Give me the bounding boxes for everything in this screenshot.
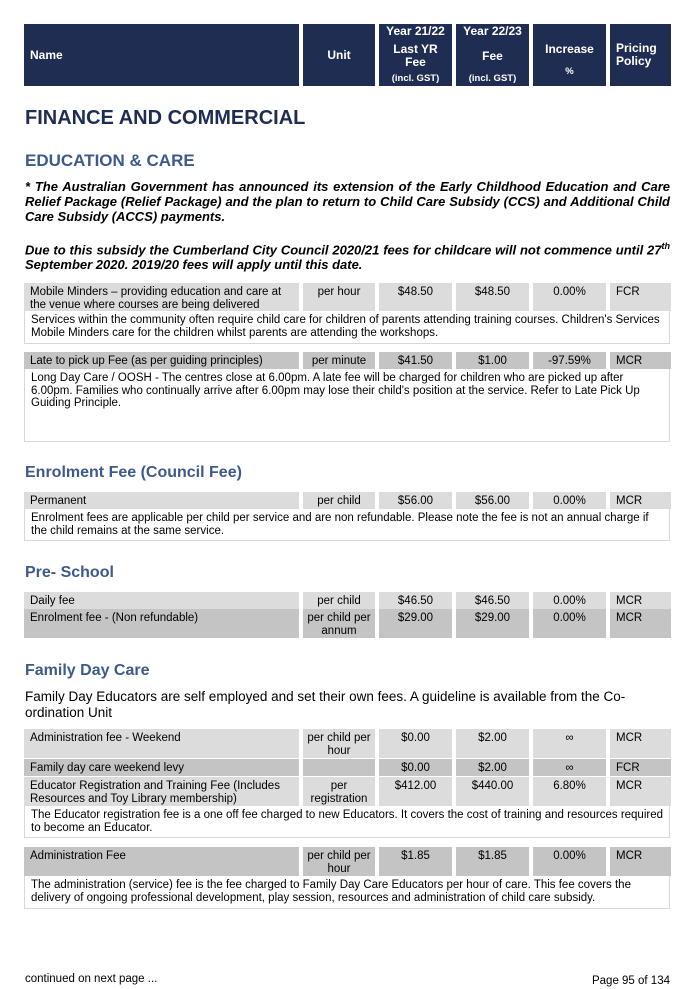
- fee-current: $440.00: [456, 777, 529, 806]
- continued-note: continued on next page ...: [25, 973, 158, 985]
- fee-increase: ∞: [533, 729, 606, 758]
- fee-description: Long Day Care / OOSH - The centres close at 6.00pm. A late fee will be charged for children who are picked up after 6.00pm. Families who continually arrive after 6.00pm may lose their child's position at the service. Refer to Late Pick Up Guiding Principle.: [24, 369, 670, 442]
- fee-increase: -97.59%: [533, 352, 606, 369]
- fee-last-year: $1.85: [379, 847, 452, 876]
- fee-policy: FCR: [610, 283, 671, 311]
- fee-policy: MCR: [610, 592, 671, 609]
- header-increase: Increase %: [533, 24, 606, 86]
- fee-row-permanent: [24, 492, 671, 509]
- fee-name: Mobile Minders – providing education and care at the venue where courses are being delivered: [24, 283, 299, 311]
- fee-unit: per child per annum: [303, 609, 375, 638]
- fee-row-mobile-minders: [24, 283, 671, 311]
- family-day-care-intro: Family Day Educators are self employed and set their own fees. A guideline is available from the Co-ordination Unit: [25, 689, 626, 720]
- preschool-heading: Pre- School: [25, 564, 114, 581]
- fee-description: Services within the community often require child care for children of parents attending training courses. Children's Services Mobile Minders care for the children whilst parents are attending the workshops.: [24, 311, 670, 344]
- fee-last-year: $56.00: [379, 492, 452, 509]
- fee-increase: 0.00%: [533, 609, 606, 638]
- fee-last-year: $29.00: [379, 609, 452, 638]
- fee-increase: 0.00%: [533, 847, 606, 876]
- fee-row-admin-weekend: [24, 729, 671, 758]
- fee-name: Administration Fee: [24, 847, 299, 876]
- fee-unit: [303, 759, 375, 776]
- fee-unit: per child: [303, 592, 375, 609]
- fee-policy: MCR: [610, 352, 671, 369]
- subsidy-date-note: Due to this subsidy the Cumberland City Council 2020/21 fees for childcare will not commence until 27th September 2020. 2019/20 fees will apply until this date.: [25, 241, 670, 273]
- fee-current: $1.85: [456, 847, 529, 876]
- fee-unit: per hour: [303, 283, 375, 311]
- fee-last-year: $0.00: [379, 759, 452, 776]
- fee-name: Educator Registration and Training Fee (Includes Resources and Toy Library membership): [24, 777, 299, 806]
- header-last-year-fee: Year 21/22 Last YR Fee (incl. GST): [379, 24, 452, 86]
- fee-policy: MCR: [610, 729, 671, 758]
- fee-current: $2.00: [456, 729, 529, 758]
- fee-current: $46.50: [456, 592, 529, 609]
- fee-unit: per child: [303, 492, 375, 509]
- fee-unit: per child per hour: [303, 847, 375, 876]
- fee-increase: 0.00%: [533, 592, 606, 609]
- fee-unit: per registration: [303, 777, 375, 806]
- fee-increase: ∞: [533, 759, 606, 776]
- page-number: Page 95 of 134: [591, 975, 670, 987]
- fee-current: $2.00: [456, 759, 529, 776]
- fee-last-year: $48.50: [379, 283, 452, 311]
- fee-current: $48.50: [456, 283, 529, 311]
- fee-description: Enrolment fees are applicable per child per service and are non refundable. Please note the fee is not an annual charge if the child remains at the same service.: [24, 509, 670, 541]
- fee-last-year: $0.00: [379, 729, 452, 758]
- fee-policy: MCR: [610, 609, 671, 638]
- table-header: [24, 24, 671, 86]
- fee-current: $56.00: [456, 492, 529, 509]
- enrolment-heading: Enrolment Fee (Council Fee): [25, 464, 242, 481]
- fee-increase: 0.00%: [533, 283, 606, 311]
- header-name: Name: [24, 24, 299, 86]
- section-title: FINANCE AND COMMERCIAL: [25, 107, 306, 129]
- fee-row-daily: [24, 592, 671, 609]
- fee-increase: 6.80%: [533, 777, 606, 806]
- fee-row-enrolment: [24, 609, 671, 638]
- family-day-care-heading: Family Day Care: [25, 662, 150, 679]
- fee-name: Daily fee: [24, 592, 299, 609]
- fee-policy: MCR: [610, 492, 671, 509]
- fee-name: Enrolment fee - (Non refundable): [24, 609, 299, 638]
- fee-description: The administration (service) fee is the fee charged to Family Day Care Educators per hour of care. This fee covers the delivery of ongoing professional development, play session, resources and administration of child care subsidy.: [24, 876, 670, 909]
- fee-unit: per child per hour: [303, 729, 375, 758]
- fee-row-late-pickup: [24, 352, 671, 369]
- fee-last-year: $41.50: [379, 352, 452, 369]
- fee-row-weekend-levy: [24, 759, 671, 776]
- fee-current: $29.00: [456, 609, 529, 638]
- fee-last-year: $46.50: [379, 592, 452, 609]
- fee-policy: MCR: [610, 847, 671, 876]
- fee-policy: MCR: [610, 777, 671, 806]
- subsidy-note: * The Australian Government has announced its extension of the Early Childhood Education and Care Relief Package (Relief Package) and the plan to return to Child Care Subsidy (CCS) and Additional Child Care Subsidy (ACCS) payments.: [25, 179, 670, 224]
- fee-last-year: $412.00: [379, 777, 452, 806]
- fee-unit: per minute: [303, 352, 375, 369]
- fee-row-educator-registration: [24, 777, 671, 806]
- header-current-fee: Year 22/23 Fee (incl. GST): [456, 24, 529, 86]
- education-care-heading: EDUCATION & CARE: [25, 151, 195, 170]
- fee-name: Administration fee - Weekend: [24, 729, 299, 758]
- fee-policy: FCR: [610, 759, 671, 776]
- fee-name: Permanent: [24, 492, 299, 509]
- fee-description: The Educator registration fee is a one off fee charged to new Educators. It covers the cost of training and resources required to become an Educator.: [24, 806, 670, 838]
- header-unit: Unit: [303, 24, 375, 86]
- fee-row-administration: [24, 847, 671, 876]
- header-pricing-policy: Pricing Policy: [610, 24, 671, 86]
- fee-increase: 0.00%: [533, 492, 606, 509]
- fee-name: Late to pick up Fee (as per guiding principles): [24, 352, 299, 369]
- fee-current: $1.00: [456, 352, 529, 369]
- fee-name: Family day care weekend levy: [24, 759, 299, 776]
